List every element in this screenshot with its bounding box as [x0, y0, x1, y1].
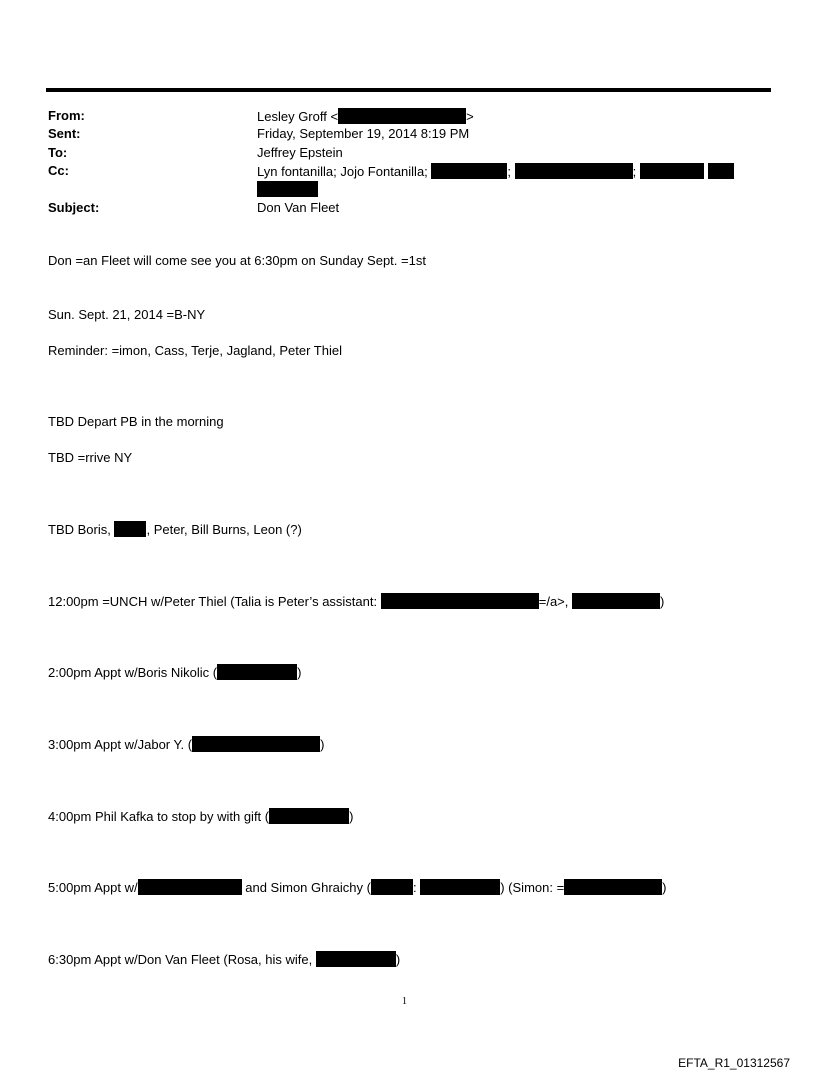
line-text: TBD Boris, — [48, 522, 111, 537]
line-text: and Simon Ghraichy ( — [245, 880, 371, 895]
to-label: To: — [48, 145, 68, 160]
line-text: ) — [660, 594, 665, 609]
from-value — [257, 108, 474, 125]
redaction-box — [572, 593, 660, 609]
cc-names: Lyn fontanilla; Jojo Fontanilla; — [257, 164, 428, 179]
redaction-box — [381, 593, 539, 609]
body-line — [48, 736, 324, 753]
body-line: TBD =rrive NY — [48, 450, 133, 465]
body-line: Sun. Sept. 21, 2014 =B-NY — [48, 307, 206, 322]
redaction-box — [564, 879, 662, 895]
redaction-box — [371, 879, 413, 895]
subject-value: Don Van Fleet — [257, 200, 340, 215]
line-text: 6:30pm Appt w/Don Van Fleet (Rosa, his wife, — [48, 952, 313, 967]
line-text: ) — [395, 952, 401, 967]
from-label: From: — [48, 108, 85, 123]
redaction-box — [708, 163, 734, 179]
cc-separator: ; — [507, 164, 512, 179]
header-divider — [46, 88, 771, 92]
redaction-box — [431, 163, 507, 179]
redaction-box — [257, 181, 318, 197]
cc-value — [257, 163, 734, 180]
line-text: ) (Simon: = — [500, 880, 565, 895]
page-number: 1 — [402, 996, 407, 1007]
body-line: Reminder: =imon, Cass, Terje, Jagland, Peter Thiel — [48, 343, 342, 358]
body-line — [48, 951, 400, 968]
from-name: Lesley Groff < — [257, 109, 339, 124]
subject-label: Subject: — [48, 200, 100, 215]
cc-label: Cc: — [48, 163, 69, 178]
redaction-box — [217, 664, 297, 680]
sent-value: Friday, September 19, 2014 8:19 PM — [257, 126, 470, 141]
line-text: ) — [297, 665, 302, 680]
body-line — [48, 593, 664, 610]
body-line: Don =an Fleet will come see you at 6:30pm on Sunday Sept. =1st — [48, 253, 426, 268]
body-line — [48, 808, 353, 825]
line-text: ) — [349, 809, 354, 824]
redaction-box — [192, 736, 320, 752]
redaction-box — [515, 163, 633, 179]
line-text: 12:00pm =UNCH w/Peter Thiel (Talia is Peter’s assistant: — [48, 594, 378, 609]
redaction-box — [338, 108, 466, 124]
line-text: , Peter, Bill Burns, Leon (?) — [146, 522, 302, 537]
line-text: 2:00pm Appt w/Boris Nikolic ( — [48, 665, 218, 680]
cc-separator: ; — [632, 164, 637, 179]
redaction-box — [640, 163, 704, 179]
redaction-box — [269, 808, 349, 824]
body-line: TBD Depart PB in the morning — [48, 414, 224, 429]
line-text: 3:00pm Appt w/Jabor Y. ( — [48, 737, 193, 752]
line-text: 4:00pm Phil Kafka to stop by with gift ( — [48, 809, 270, 824]
to-value: Jeffrey Epstein — [257, 145, 343, 160]
redaction-box — [138, 879, 242, 895]
redaction-box — [114, 521, 146, 537]
body-line — [48, 664, 301, 681]
line-text: : — [412, 880, 417, 895]
redaction-box — [420, 879, 500, 895]
sent-label: Sent: — [48, 126, 81, 141]
redaction-box — [316, 951, 396, 967]
from-close: > — [466, 109, 474, 124]
body-line — [48, 879, 667, 896]
document-id: EFTA_R1_01312567 — [678, 1056, 790, 1070]
line-text: ) — [320, 737, 325, 752]
line-text: ) — [662, 880, 667, 895]
line-text: 5:00pm Appt w/ — [48, 880, 138, 895]
body-line — [48, 521, 302, 538]
line-text: =/a>, — [538, 594, 569, 609]
